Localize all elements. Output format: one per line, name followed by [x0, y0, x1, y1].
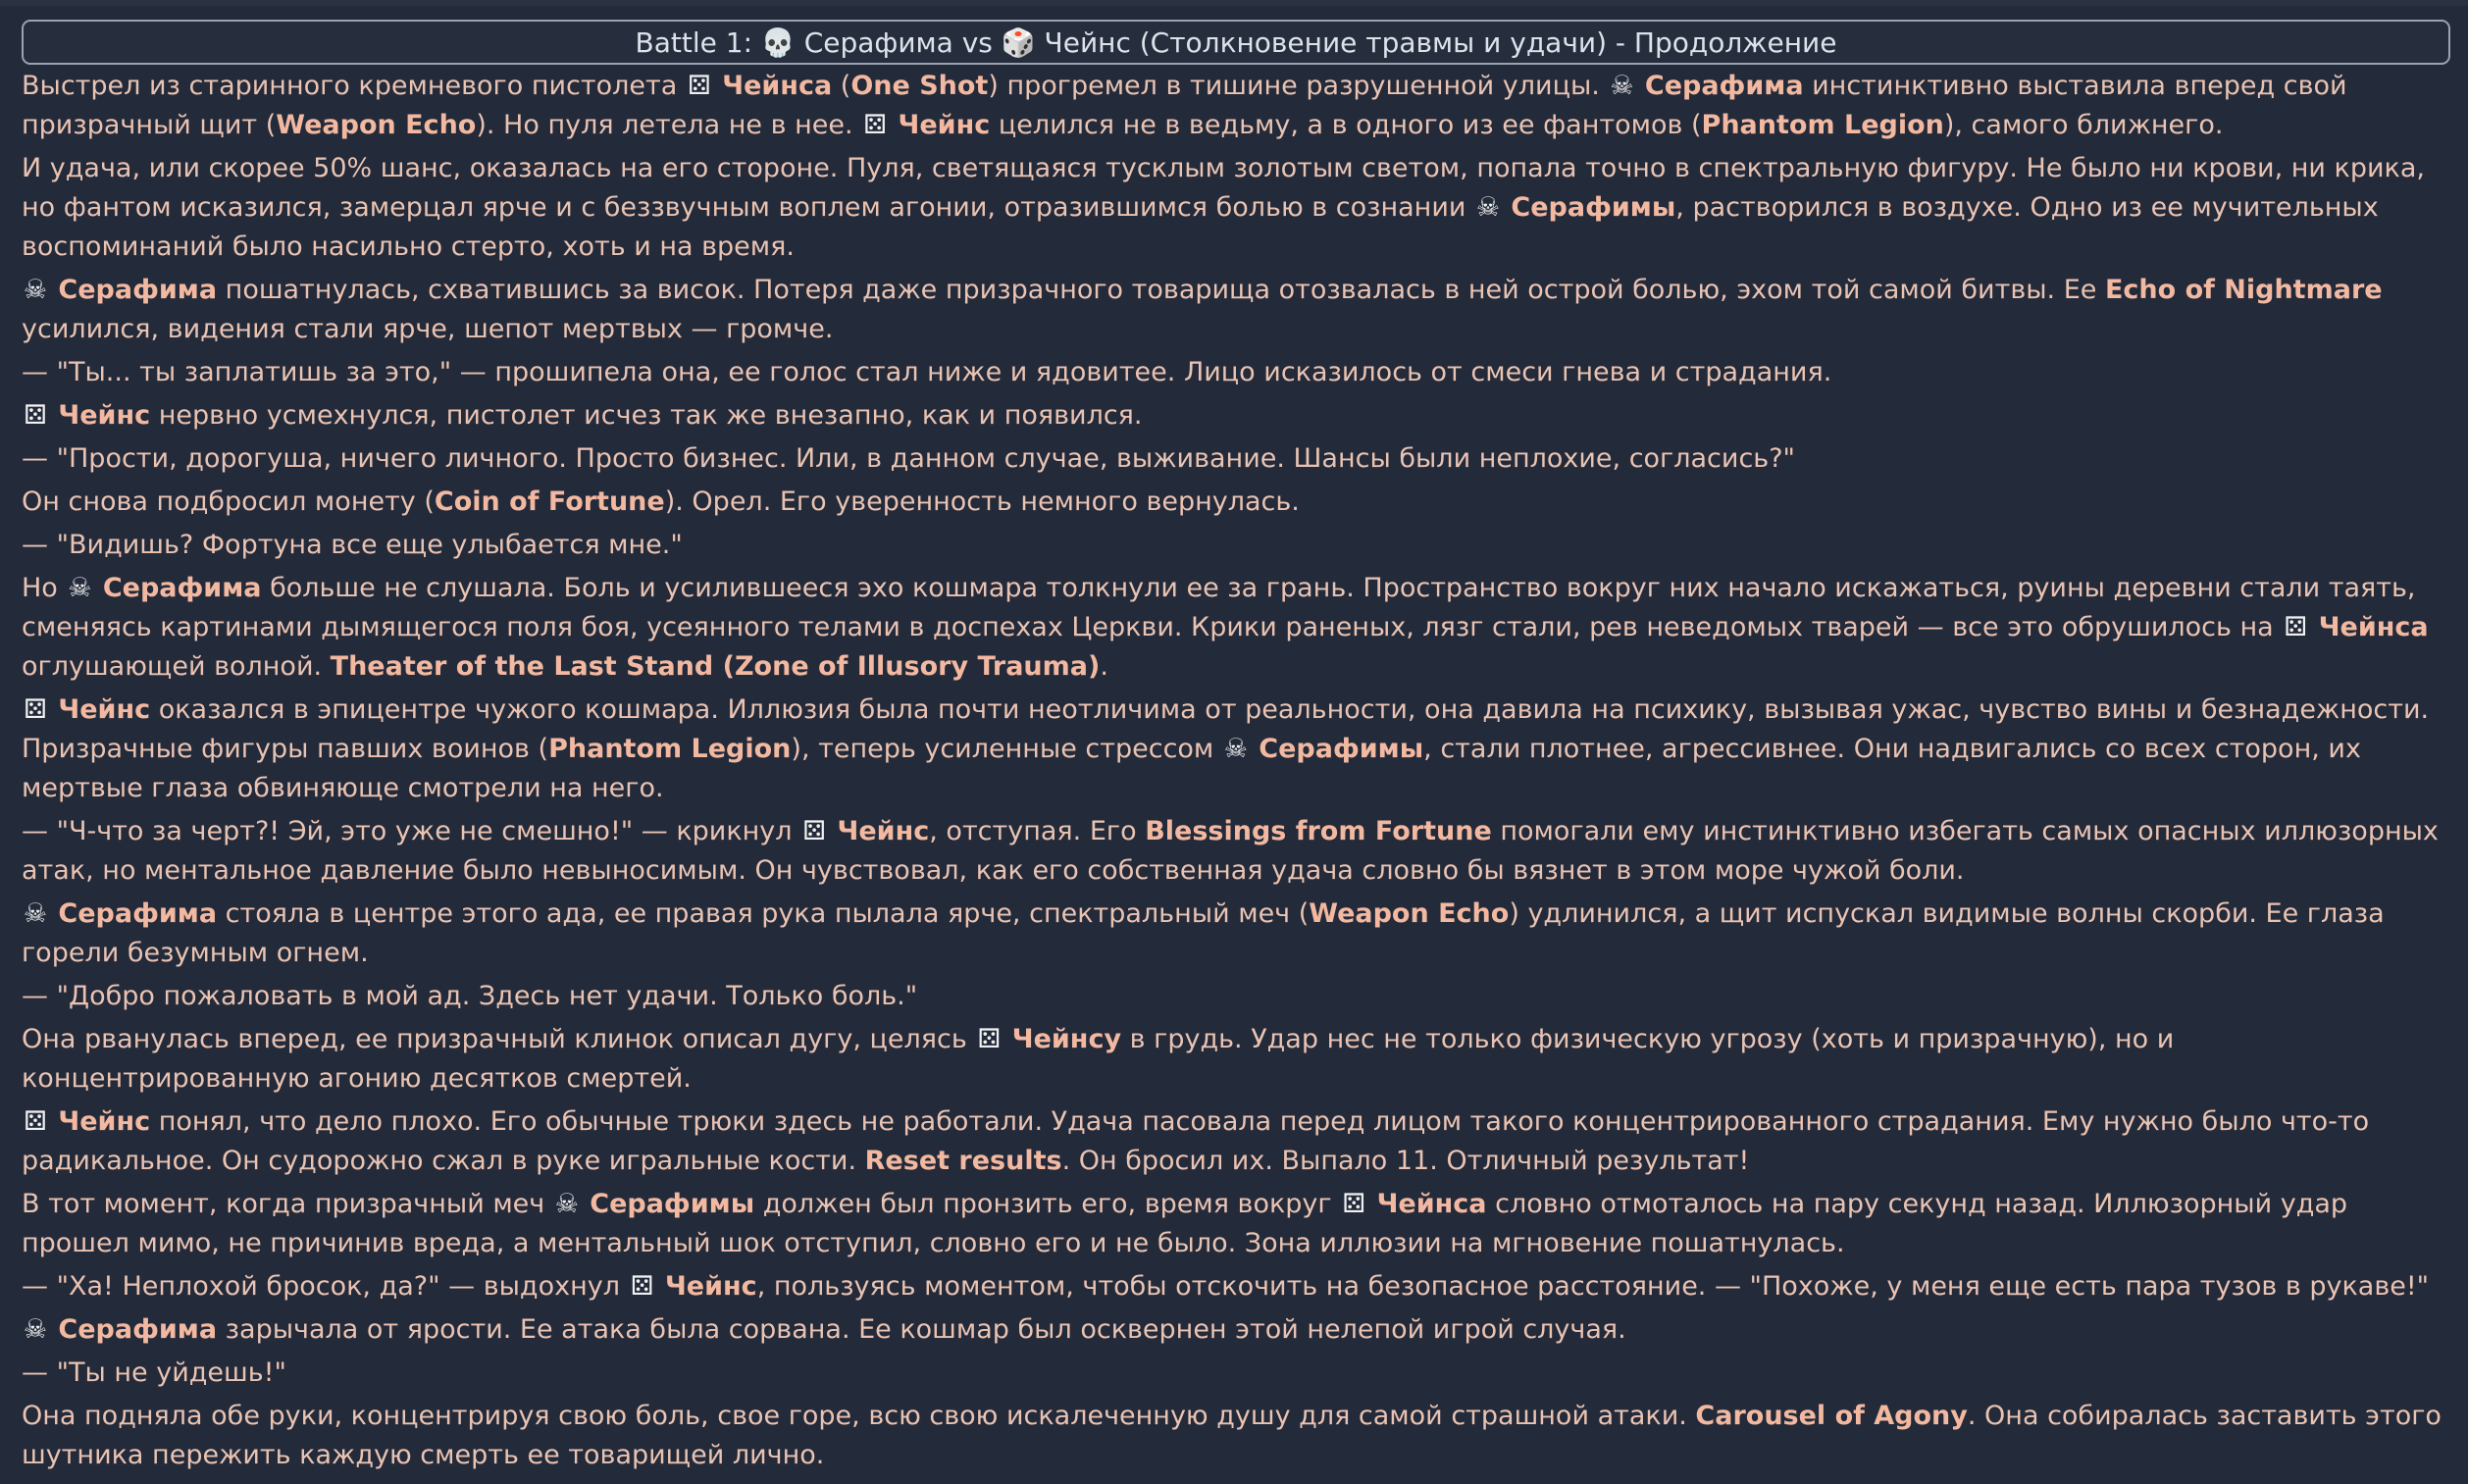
character-chance: ⚄ Чейнса	[686, 71, 832, 101]
dice-icon: ⚄	[688, 71, 711, 101]
character-chance: ⚄ Чейнс	[861, 110, 990, 140]
paragraph: ☠ Серафима зарычала от ярости. Ее атака была сорвана. Ее кошмар был осквернен этой нелепой игрой случая.	[22, 1310, 2450, 1350]
ability-name: Carousel of Agony	[1695, 1401, 1968, 1431]
paragraph: Она подняла обе руки, концентрируя свою боль, свое горе, всю свою искалеченную душу для самой страшной атаки. Carousel of Agony. Она собиралась заставить этого шутника пережить каждую смерть ее товарищей лично.	[22, 1401, 2442, 1470]
character-chance: ⚄ Чейнс	[800, 816, 929, 846]
skull-icon: ☠	[23, 275, 48, 305]
character-chance: ⚄ Чейнса	[1340, 1189, 1486, 1219]
paragraph: Но ☠ Серафима больше не слушала. Боль и усилившееся эхо кошмара толкнули ее за грань. Пространство вокруг них начало искажаться, руины деревни стали таять, сменяясь картинами дымящегося поля боя, усеянного телами в доспехах Церкви. Крики раненых, лязг стали, рев неведомых тварей — все это обрушилось на ⚄ Чейнса оглушающей волной. Theater of the Last Stand (Zone of Illusory Trauma).	[22, 569, 2450, 687]
character-chance: ⚄ Чейнс	[22, 1106, 150, 1137]
paragraph: ☠ Серафима пошатнулась, схватившись за висок. Потеря даже призрачного товарища отозвалась в ней острой болью, эхом той самой битвы. Ее Echo of Nightmare усилился, видения стали ярче, шепот мертвых — громче.	[22, 271, 2450, 349]
paragraph: — "Видишь? Фортуна все еще улыбается мне."	[22, 530, 683, 560]
dice-icon: ⚄	[24, 694, 47, 725]
paragraph: ⚄ Чейнс понял, что дело плохо. Его обычные трюки здесь не работали. Удача пасовала перед лицом такого концентрированного страдания. Ему нужно было что-то радикальное. Он судорожно сжал в руке игральные кости. Reset results. Он бросил их. Выпало 11. Отличный результат!	[22, 1102, 2450, 1181]
paragraph: — "Добро пожаловать в мой ад. Здесь нет удачи. Только боль."	[22, 981, 918, 1011]
paragraph: Она рванулась вперед, ее призрачный клинок описал дугу, целясь ⚄ Чейнсу в грудь. Удар нес не только физическую угрозу (хоть и призрачную), но и концентрированную агонию десятков смертей.	[22, 1020, 2450, 1099]
skull-icon: ☠	[554, 1189, 579, 1219]
paragraph: В тот момент, когда призрачный меч ☠ Серафимы должен был пронзить его, время вокруг ⚄ Чейнса словно отмоталось на пару секунд назад. Иллюзорный удар прошел мимо, не причинив вреда, а ментальный шок отступил, словно его и не было. Зона иллюзии на мгновение пошатнулась.	[22, 1185, 2450, 1263]
character-seraphima: ☠ Серафима	[22, 1314, 217, 1345]
paragraph: — "Прости, дорогуша, ничего личного. Просто бизнес. Или, в данном случае, выживание. Шансы были неплохие, согласись?"	[22, 443, 1795, 474]
paragraph: ⚄ Чейнс нервно усмехнулся, пистолет исчез так же внезапно, как и появился.	[22, 396, 2450, 435]
paragraph: Он снова подбросил монету (Coin of Fortune). Орел. Его уверенность немного вернулась.	[22, 486, 1300, 517]
ability-name: Blessings from Fortune	[1145, 816, 1492, 846]
character-seraphima: ☠ Серафима	[1608, 71, 1803, 101]
paragraph: Выстрел из старинного кремневого пистолета ⚄ Чейнса (One Shot) прогремел в тишине разрушенной улицы. ☠ Серафима инстинктивно выставила вперед свой призрачный щит (Weapon Echo). Но пуля летела не в нее. ⚄ Чейнс целился не в ведьму, а в одного из ее фантомов (Phantom Legion), самого ближнего.	[22, 67, 2450, 145]
skull-icon: ☠	[1223, 734, 1248, 764]
paragraph: И удача, или скорее 50% шанс, оказалась на его стороне. Пуля, светящаяся тусклым золотым светом, попала точно в спектральную фигуру. Не было ни крови, ни крика, но фантом исказился, замерцал ярче и с беззвучным воплем агонии, отразившимся болью в сознании ☠ Серафимы, растворился в воздухе. Одно из ее мучительных воспоминаний было насильно стерто, хоть и на время.	[22, 153, 2425, 262]
character-seraphima: ☠ Серафима	[22, 898, 217, 929]
character-chance: ⚄ Чейнса	[2282, 612, 2428, 642]
window-top-edge	[0, 0, 2468, 6]
ability-name: Phantom Legion	[548, 734, 792, 764]
ability-name: Reset results	[864, 1146, 1062, 1176]
battle-title-bar	[22, 20, 2450, 65]
paragraph: — "Ч-что за черт?! Эй, это уже не смешно!" — крикнул ⚄ Чейнс, отступая. Его Blessings from Fortune помогали ему инстинктивно избегать самых опасных иллюзорных атак, но ментальное давление было невыносимым. Он чувствовал, как его собственная удача словно бы вязнет в этом море чужой боли.	[22, 812, 2450, 891]
paragraph: — "Ты не уйдешь!"	[22, 1357, 286, 1388]
paragraph: ☠ Серафима стояла в центре этого ада, ее правая рука пылала ярче, спектральный меч (Weapon Echo) удлинился, а щит испускал видимые волны скорби. Ее глаза горели безумным огнем.	[22, 895, 2450, 973]
character-seraphima: ☠ Серафимы	[553, 1189, 754, 1219]
dice-icon: ⚄	[630, 1271, 654, 1302]
skull-icon: ☠	[23, 898, 48, 929]
battle-narrative	[22, 67, 2450, 1479]
skull-icon: ☠	[1475, 192, 1501, 223]
ability-name: Theater of the Last Stand (Zone of Illusory Trauma)	[330, 651, 1101, 682]
character-seraphima: ☠ Серафима	[66, 573, 261, 603]
character-seraphima: ☠ Серафимы	[1474, 192, 1675, 223]
dice-icon: ⚄	[1342, 1189, 1365, 1219]
skull-icon: ☠	[68, 573, 92, 603]
ability-name: Weapon Echo	[276, 110, 477, 140]
dice-icon: ⚄	[802, 816, 826, 846]
dice-icon: ⚄	[2284, 612, 2308, 642]
ability-name: Phantom Legion	[1701, 110, 1944, 140]
paragraph: — "Ты... ты заплатишь за это," — прошипела она, ее голос стал ниже и ядовитее. Лицо исказилось от смеси гнева и страдания.	[22, 357, 1832, 387]
character-chance: ⚄ Чейнс	[22, 694, 150, 725]
skull-icon: ☠	[1610, 71, 1634, 101]
ability-name: Weapon Echo	[1309, 898, 1510, 929]
character-chance: ⚄ Чейнс	[629, 1271, 757, 1302]
ability-name: Echo of Nightmare	[2104, 275, 2383, 305]
paragraph: — "Ха! Неплохой бросок, да?" — выдохнул ⚄ Чейнс, пользуясь моментом, чтобы отскочить на безопасное расстояние. — "Похоже, у меня еще есть пара тузов в рукаве!"	[22, 1267, 2450, 1306]
dice-icon: ⚄	[24, 1106, 47, 1137]
battle-title: Battle 1: 💀 Серафима vs 🎲 Чейнс (Столкновение травмы и удачи) - Продолжение	[635, 26, 1837, 59]
ability-name: Coin of Fortune	[434, 486, 665, 517]
ability-name: One Shot	[850, 71, 989, 101]
dice-icon: ⚄	[977, 1024, 1002, 1054]
dice-icon: ⚄	[24, 400, 47, 431]
skull-icon: ☠	[23, 1314, 48, 1345]
character-chance: ⚄ Чейнс	[22, 400, 150, 431]
character-seraphima: ☠ Серафимы	[1222, 734, 1423, 764]
dice-icon: ⚄	[863, 110, 887, 140]
paragraph: ⚄ Чейнс оказался в эпицентре чужого кошмара. Иллюзия была почти неотличима от реальности, она давила на психику, вызывая ужас, чувство вины и безнадежности. Призрачные фигуры павших воинов (Phantom Legion), теперь усиленные стрессом ☠ Серафимы, стали плотнее, агрессивнее. Они надвигались со всех сторон, их мертвые глаза обвиняюще смотрели на него.	[22, 691, 2450, 808]
character-chance: ⚄ Чейнсу	[975, 1024, 1121, 1054]
character-seraphima: ☠ Серафима	[22, 275, 217, 305]
